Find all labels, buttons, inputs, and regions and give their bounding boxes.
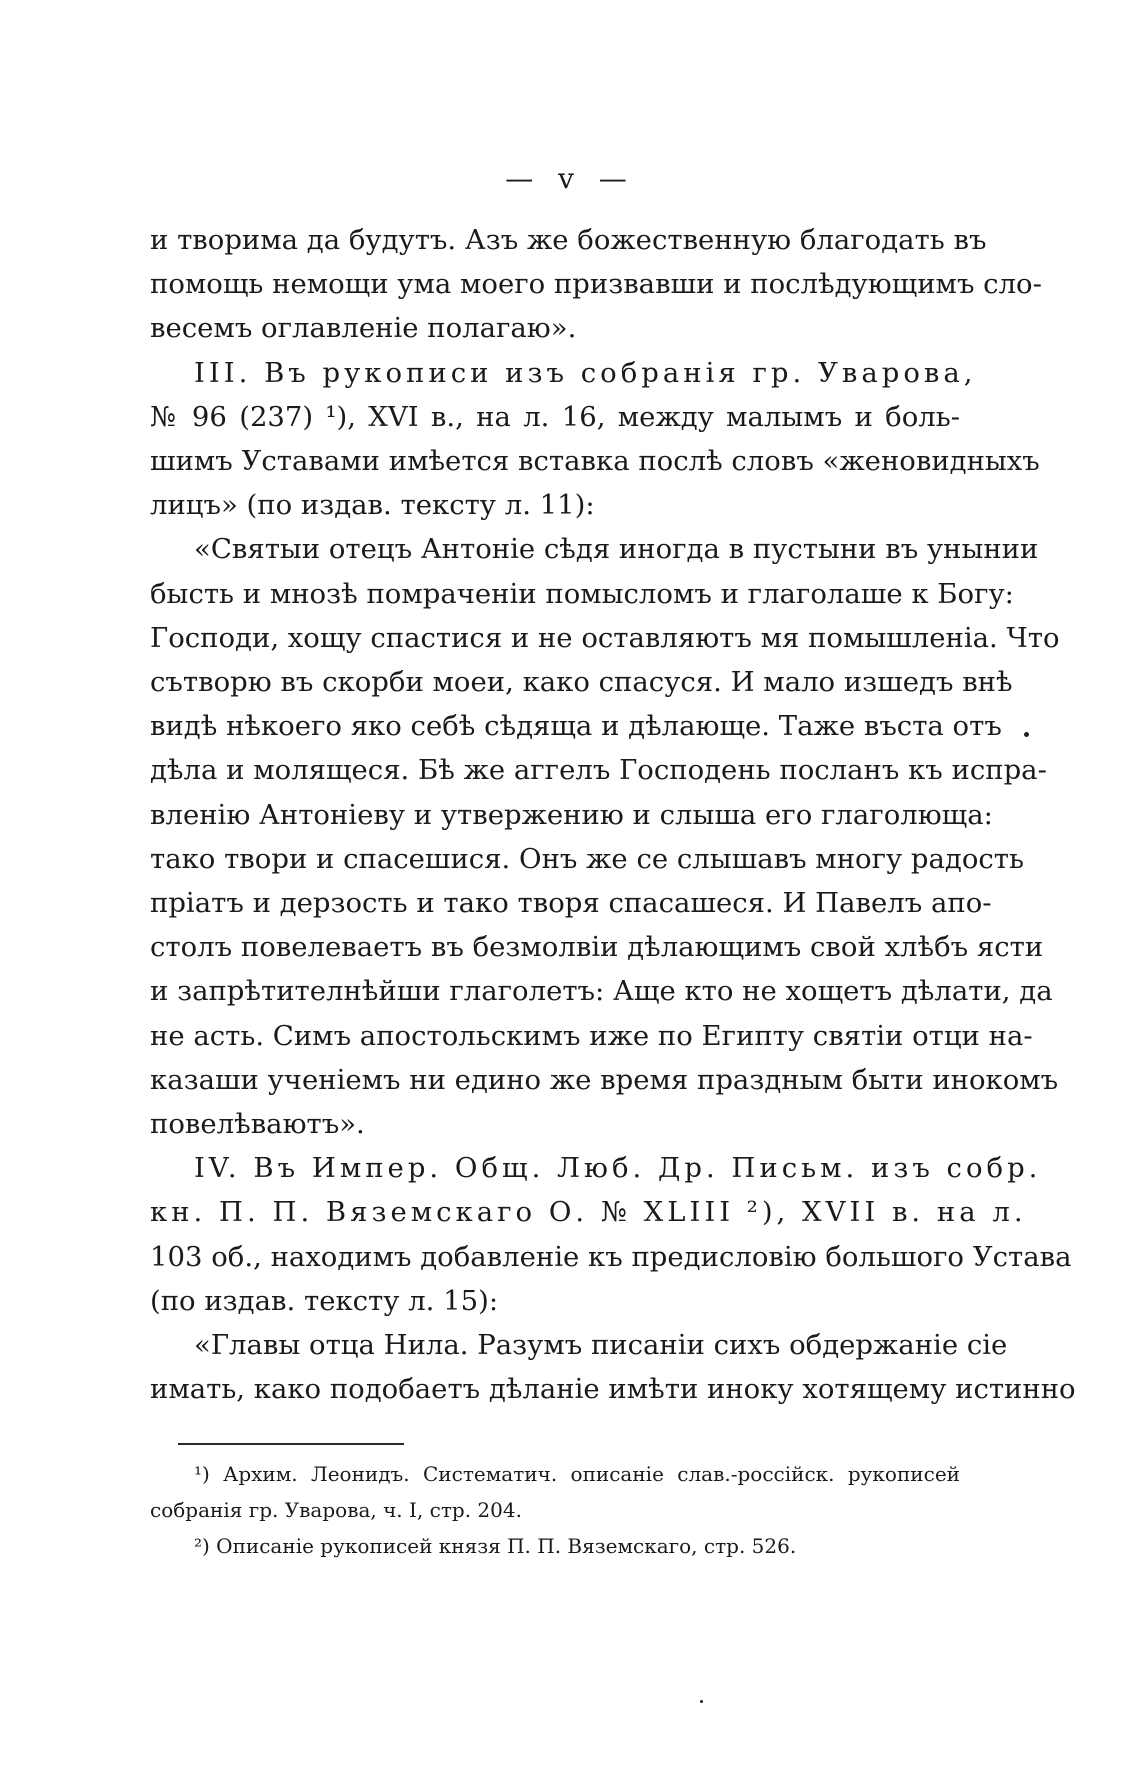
footnote-divider bbox=[178, 1443, 404, 1445]
text-line: помощь немощи ума моего призвавши и послѣдующимъ сло- bbox=[150, 268, 1042, 301]
text-line: лицъ» (по издав. тексту л. 11): bbox=[150, 489, 595, 522]
text-line: кн. П. П. Вяземскаго О. № XLIII ²), XVII в. на л. bbox=[150, 1196, 1027, 1229]
text-line: не асть. Симъ апостольскимъ иже по Египту святіи отци на- bbox=[150, 1019, 1033, 1052]
text-line: тако твори и спасешися. Онъ же се слышавъ многу радость bbox=[150, 842, 1024, 875]
text-line: повелѣваютъ». bbox=[150, 1108, 365, 1141]
text-line: III. Въ рукописи изъ собранія гр. Уварова, bbox=[194, 356, 977, 389]
footnote-line: ²) Описаніе рукописей князя П. П. Вяземскаго, стр. 526. bbox=[194, 1534, 797, 1558]
text-line: шимъ Уставами имѣется вставка послѣ словъ «женовидныхъ bbox=[150, 445, 1040, 478]
text-line: видѣ нѣкоего яко себѣ сѣдяща и дѣлающе. Таже въста отъ bbox=[150, 710, 1002, 743]
text-line: «Главы отца Нила. Разумъ писаніи сихъ обдержаніе сіе bbox=[194, 1329, 1008, 1362]
text-line: 103 об., находимъ добавленіе къ предисловію большого Устава bbox=[150, 1240, 1072, 1273]
print-speck bbox=[1024, 732, 1029, 737]
text-line: вленію Антоніеву и утвержению и слыша его глаголюща: bbox=[150, 798, 993, 831]
text-line: казаши ученіемъ ни едино же время праздным быти инокомъ bbox=[150, 1063, 1059, 1096]
text-line: весемъ оглавленіе полагаю». bbox=[150, 312, 577, 345]
text-line: бысть и мнозѣ помраченіи помысломъ и глаголаше к Богу: bbox=[150, 577, 1014, 610]
text-line: сътворю въ скорби моеи, како спасуся. И мало изшедъ внѣ bbox=[150, 666, 1013, 699]
footnote-line: ¹) Архим. Леонидъ. Систематич. описаніе слав.-россійск. рукописей bbox=[194, 1462, 960, 1486]
text-line: Господи, хощу спастися и не оставляютъ мя помышленіа. Что bbox=[150, 621, 1060, 654]
text-line: IV. Въ Импер. Общ. Люб. Др. Письм. изъ собр. bbox=[194, 1152, 1042, 1185]
text-line: «Святыи отецъ Антоніе сѣдя иногда в пустыни въ унынии bbox=[194, 533, 1039, 566]
footnotes bbox=[150, 1456, 960, 1564]
text-line: дѣла и молящеся. Бѣ же аггелъ Господень посланъ къ испра- bbox=[150, 754, 1047, 787]
text-line: № 96 (237) ¹), XVI в., на л. 16, между малымъ и боль- bbox=[150, 400, 960, 433]
page-number: — v — bbox=[505, 162, 635, 195]
print-speck bbox=[700, 1700, 703, 1703]
body-text bbox=[150, 218, 1076, 1411]
text-line: имать, како подобаетъ дѣланіе имѣти иноку хотящему истинно bbox=[150, 1373, 1076, 1406]
text-line: столъ повелеваетъ въ безмолвіи дѣлающимъ свой хлѣбъ ясти bbox=[150, 931, 1044, 964]
text-line: пріатъ и дерзость и тако творя спасашеся. И Павелъ апо- bbox=[150, 887, 992, 920]
text-line: и запрѣтителнѣйши глаголетъ: Аще кто не хощетъ дѣлати, да bbox=[150, 975, 1053, 1008]
footnote-line: собранія гр. Уварова, ч. I, стр. 204. bbox=[150, 1498, 522, 1522]
text-line: и творима да будутъ. Азъ же божественную благодать въ bbox=[150, 224, 987, 256]
text-line: (по издав. тексту л. 15): bbox=[150, 1284, 499, 1317]
